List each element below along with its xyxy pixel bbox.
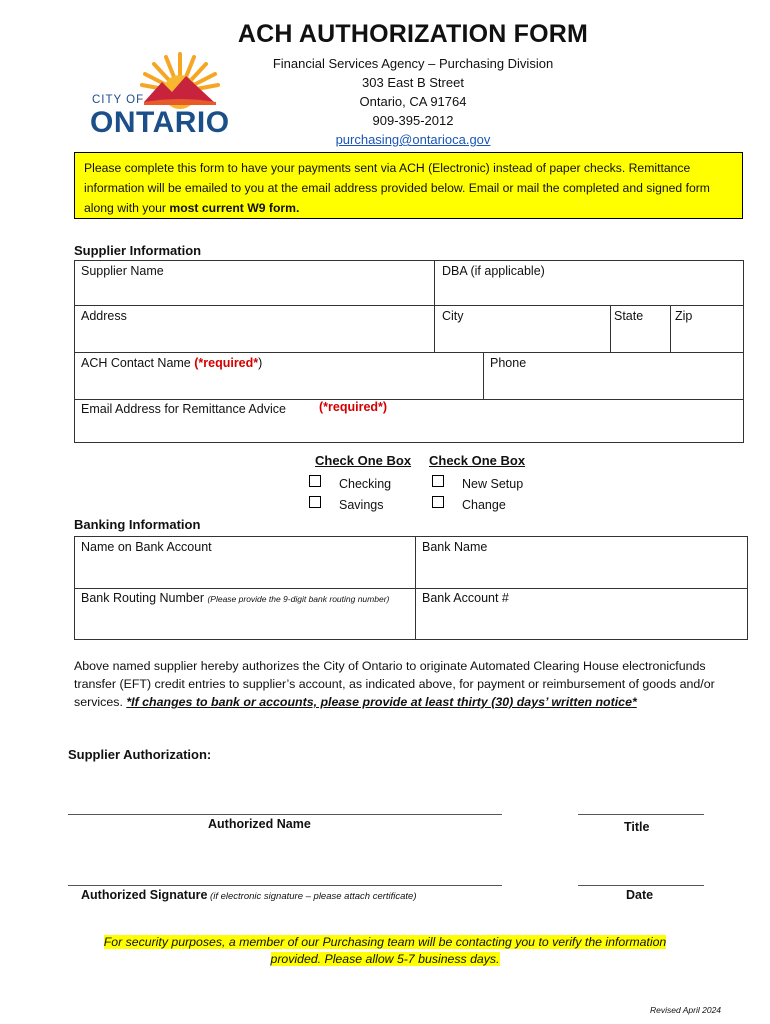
routing-label: Bank Routing Number (81, 591, 208, 605)
email-required-text: (*required* (319, 400, 383, 414)
city-line: Ontario, CA 91764 (359, 94, 467, 109)
street-line: 303 East B Street (362, 75, 464, 90)
savings-label: Savings (339, 498, 384, 512)
signature-note: (if electronic signature – please attach certificate) (207, 891, 417, 902)
revised-date: Revised April 2024 (650, 1005, 722, 1015)
new-setup-checkbox[interactable] (432, 475, 444, 487)
setup-type-title: Check One Box (429, 453, 526, 468)
checking-checkbox[interactable] (309, 475, 321, 487)
remittance-email-required (319, 400, 387, 414)
notice-bold: most current W9 form. (169, 201, 300, 215)
routing-note: (Please provide the 9-digit bank routing number) (207, 594, 390, 604)
account-type-title: Check One Box (315, 453, 412, 468)
account-number-field[interactable]: Bank Account # (422, 591, 509, 605)
authorization-text: Above named supplier hereby authorizes the City of Ontario to originate Automated Clearing House electronicfunds transfer (EFT) credit entries to supplier’s account, as indicated above, for payment or reimbursement of goods and/or services. (74, 659, 715, 709)
routing-number-field[interactable] (81, 591, 389, 605)
state-field[interactable]: State (614, 309, 644, 323)
authorized-name-line[interactable] (68, 814, 502, 815)
security-note-line-2-wrap (0, 950, 770, 968)
supplier-section-title: Supplier Information (74, 243, 202, 258)
title-label: Title (624, 820, 650, 834)
logo-city-of: CITY OF (92, 94, 145, 106)
security-note-line-1: For security purposes, a member of our Purchasing team will be contacting you to verify the information (103, 935, 667, 949)
ach-contact-label: ACH Contact Name (81, 356, 195, 370)
page-title: ACH AUTHORIZATION FORM (237, 20, 589, 48)
email-required-close: ) (382, 400, 388, 414)
city-field[interactable]: City (442, 309, 464, 323)
logo-ontario: ONTARIO (90, 106, 230, 139)
change-checkbox[interactable] (432, 496, 444, 508)
banking-section-title: Banking Information (74, 517, 201, 532)
bank-name-field[interactable]: Bank Name (422, 540, 488, 554)
authorized-signature-label (81, 888, 417, 902)
phone-field[interactable]: Phone (490, 356, 527, 370)
remittance-email-field[interactable]: Email Address for Remittance Advice (81, 402, 286, 416)
email-link[interactable]: purchasing@ontarioca.gov (335, 132, 491, 147)
supplier-authorization-title: Supplier Authorization: (68, 747, 212, 762)
title-line[interactable] (578, 814, 704, 815)
authorized-name-label: Authorized Name (208, 817, 311, 831)
address-field[interactable]: Address (81, 309, 127, 323)
ach-contact-close: ) (258, 356, 263, 370)
name-on-account-field[interactable]: Name on Bank Account (81, 540, 212, 554)
security-note-line-1-wrap (0, 933, 770, 951)
ach-contact-field[interactable] (81, 356, 262, 370)
checking-label: Checking (339, 477, 392, 491)
supplier-name-field[interactable]: Supplier Name (81, 264, 164, 278)
zip-field[interactable]: Zip (675, 309, 693, 323)
signature-label-bold: Authorized Signature (81, 888, 208, 902)
notice-text: Please complete this form to have your payments sent via ACH (Electronic) instead of paper checks. Remittance information will be emailed to you at the email address provided below. Email or mail the completed and signed form along with your (84, 161, 710, 215)
security-note-line-2: provided. Please allow 5-7 business days. (270, 952, 500, 966)
date-label: Date (626, 888, 654, 902)
phone-line: 909-395-2012 (372, 113, 454, 128)
ach-contact-required: (*required* (194, 356, 259, 370)
instructions-notice (74, 152, 743, 219)
agency-line: Financial Services Agency – Purchasing Division (272, 56, 554, 71)
signature-line[interactable] (68, 885, 502, 886)
savings-checkbox[interactable] (309, 496, 321, 508)
authorization-emphasis: *If changes to bank or accounts, please provide at least thirty (30) days’ written notice* (126, 695, 637, 709)
authorization-paragraph (74, 657, 744, 711)
new-setup-label: New Setup (462, 477, 524, 491)
change-label: Change (462, 498, 506, 512)
dba-field[interactable]: DBA (if applicable) (442, 264, 545, 278)
date-line[interactable] (578, 885, 704, 886)
